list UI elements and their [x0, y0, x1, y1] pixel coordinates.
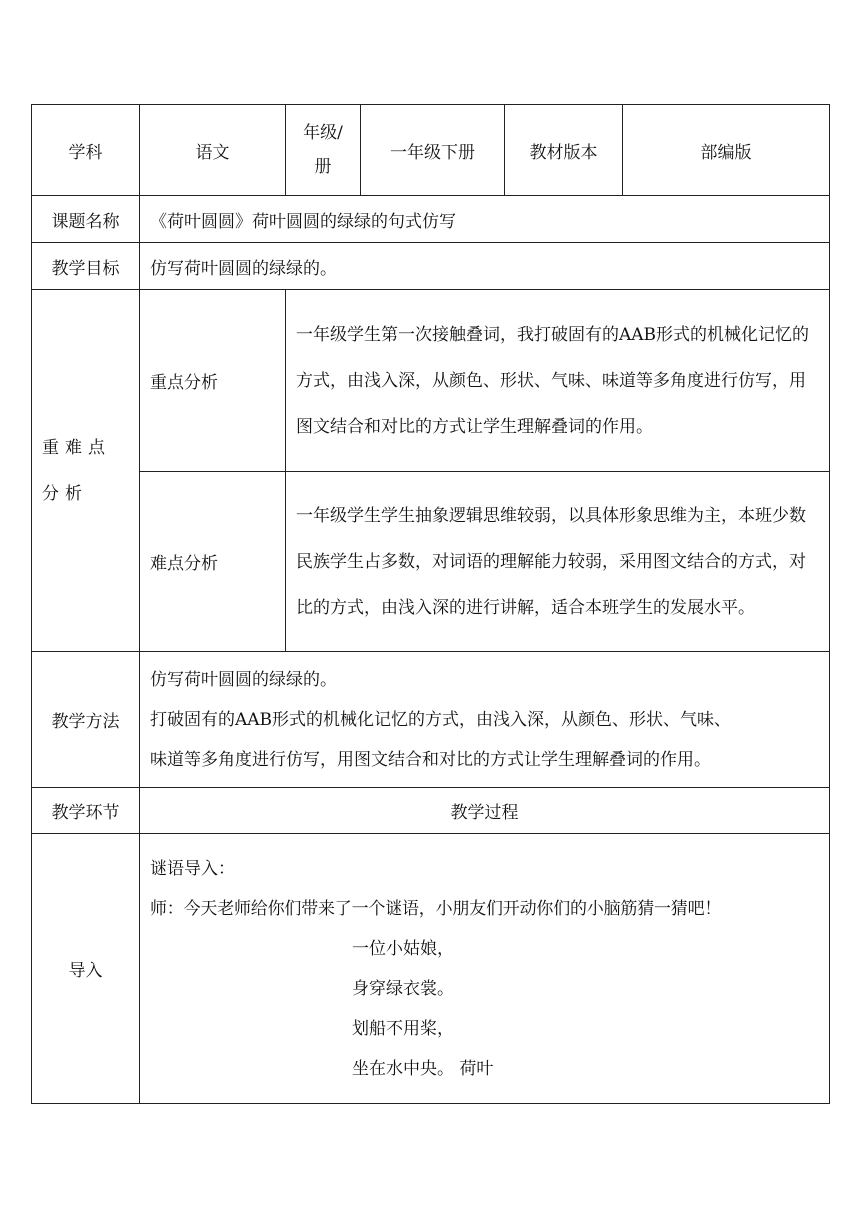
- method-content: [140, 652, 830, 788]
- subject-value: 语文: [140, 105, 286, 196]
- subject-label: 学科: [32, 105, 140, 196]
- process-header-row: [32, 788, 830, 834]
- intro-content: [140, 834, 830, 1104]
- riddle-line: 划船不用桨，: [352, 1018, 454, 1039]
- key-point-label: 重点分析: [140, 290, 286, 472]
- lesson-plan-table: [31, 104, 830, 1104]
- topic-row: [32, 196, 830, 243]
- topic-label: 课题名称: [32, 196, 140, 243]
- goal-row: [32, 243, 830, 290]
- teacher-line: 师：今天老师给你们带来了一个谜语，小朋友们开动你们的小脑筋猜一猜吧！: [150, 898, 722, 919]
- grade-label-line2: 册: [314, 157, 332, 177]
- process-header-label: 教学环节: [32, 788, 140, 834]
- topic-value: 《荷叶圆圆》荷叶圆圆的绿绿的句式仿写: [140, 196, 830, 243]
- intro-row: [32, 834, 830, 1104]
- method-line: 打破固有的AAB形式的机械化记忆的方式，由浅入深，从颜色、形状、气味、: [150, 709, 732, 730]
- method-line: 仿写荷叶圆圆的绿绿的。: [150, 669, 337, 690]
- method-row: [32, 652, 830, 788]
- riddle-line: 身穿绿衣裳。: [352, 978, 454, 999]
- hard-point-row: [32, 472, 830, 652]
- method-line: 味道等多角度进行仿写，用图文结合和对比的方式让学生理解叠词的作用。: [150, 749, 711, 770]
- edition-label: 教材版本: [505, 105, 623, 196]
- key-point-text: 一年级学生第一次接触叠词，我打破固有的AAB形式的机械化记忆的方式，由浅入深，从颜色、形状、气味、味道等多角度进行仿写，用图文结合和对比的方式让学生理解叠词的作用。: [286, 290, 830, 472]
- difficulty-label: 重难点分析: [32, 290, 140, 652]
- hard-point-label: 难点分析: [140, 472, 286, 652]
- process-header-value: 教学过程: [140, 788, 830, 834]
- grade-label-line1: 年级/: [303, 123, 343, 143]
- intro-label: 导入: [32, 834, 140, 1104]
- goal-value: 仿写荷叶圆圆的绿绿的。: [140, 243, 830, 290]
- hard-point-text: 一年级学生学生抽象逻辑思维较弱，以具体形象思维为主，本班少数民族学生占多数，对词语的理解能力较弱，采用图文结合的方式，对比的方式，由浅入深的进行讲解，适合本班学生的发展水平。: [286, 472, 830, 652]
- riddle-line: 一位小姑娘，: [352, 938, 454, 959]
- intro-title: 谜语导入：: [150, 858, 235, 879]
- goal-label: 教学目标: [32, 243, 140, 290]
- edition-value: 部编版: [623, 105, 830, 196]
- grade-value: 一年级下册: [361, 105, 505, 196]
- header-row: [32, 105, 830, 196]
- grade-label: [286, 105, 361, 196]
- key-point-row: [32, 290, 830, 472]
- riddle-line: 坐在水中央。 荷叶: [352, 1058, 494, 1079]
- method-label: 教学方法: [32, 652, 140, 788]
